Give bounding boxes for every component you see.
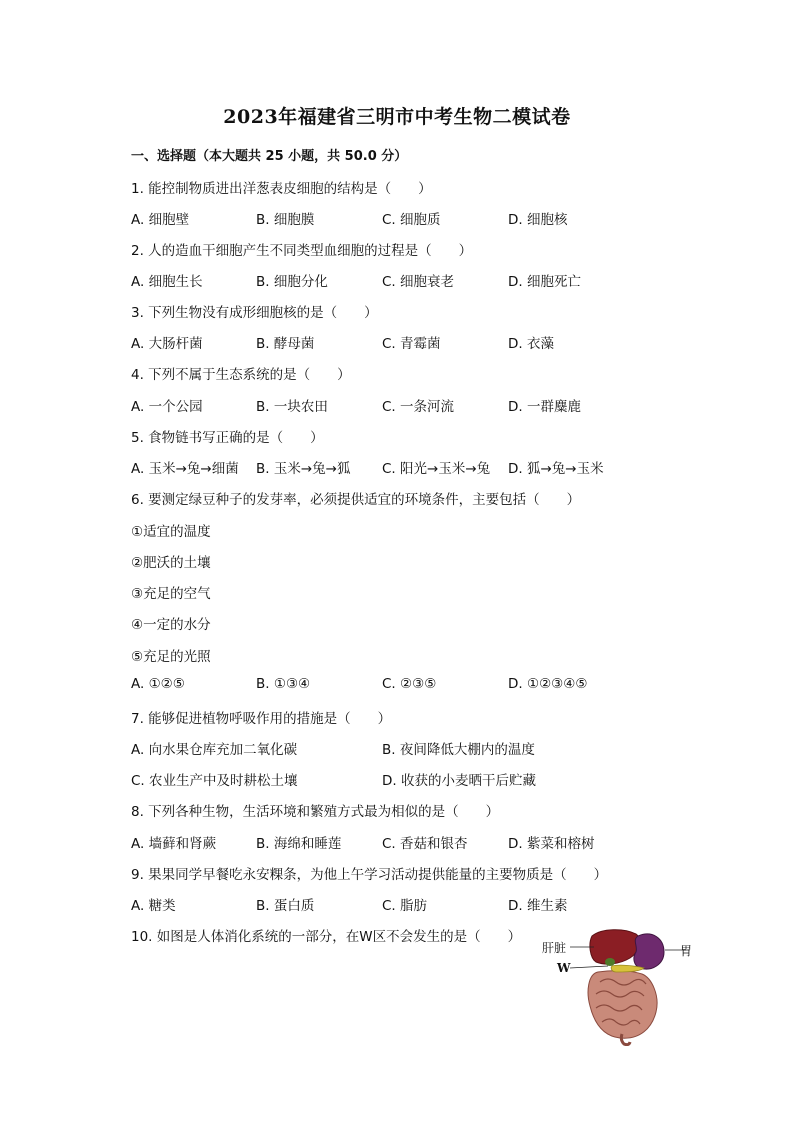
q2-option-a: A. 细胞生长: [131, 274, 203, 290]
q3-option-c: C. 青霉菌: [382, 336, 441, 352]
q8-option-d: D. 紫菜和榕树: [508, 836, 595, 852]
q1-option-d: D. 细胞核: [508, 212, 568, 228]
w-region-label: W: [557, 961, 571, 975]
q7-option-b: B. 夜间降低大棚内的温度: [382, 742, 535, 758]
section-heading: 一、选择题（本大题共 25 小题，共 50.0 分）: [131, 149, 408, 164]
q6-option-a: A. ①②⑤: [131, 676, 185, 692]
q7-option-c: C. 农业生产中及时耕松土壤: [131, 773, 298, 789]
q4-option-a: A. 一个公园: [131, 399, 203, 415]
q6-option-b: B. ①③④: [256, 676, 311, 692]
q6-item-4: ④一定的水分: [131, 617, 211, 633]
q8-option-c: C. 香菇和银杏: [382, 836, 468, 852]
question-10-stem: 10. 如图是人体消化系统的一部分，在W区不会发生的是（ ）: [131, 929, 522, 945]
q3-option-a: A. 大肠杆菌: [131, 336, 203, 352]
q8-option-a: A. 墙藓和肾蕨: [131, 836, 217, 852]
q5-option-a: A. 玉米→兔→细菌: [131, 461, 239, 477]
digestive-system-figure: [540, 922, 700, 1046]
q1-option-b: B. 细胞膜: [256, 212, 315, 228]
q6-item-3: ③充足的空气: [131, 586, 211, 602]
q4-option-b: B. 一块农田: [256, 399, 328, 415]
q1-option-a: A. 细胞壁: [131, 212, 190, 228]
q7-option-a: A. 向水果仓库充加二氧化碳: [131, 742, 298, 758]
q2-option-b: B. 细胞分化: [256, 274, 328, 290]
question-1-stem: 1. 能控制物质进出洋葱表皮细胞的结构是（ ）: [131, 181, 432, 197]
q8-option-b: B. 海绵和睡莲: [256, 836, 342, 852]
q4-option-c: C. 一条河流: [382, 399, 455, 415]
q9-option-d: D. 维生素: [508, 898, 568, 914]
q5-option-d: D. 狐→兔→玉米: [508, 461, 604, 477]
q4-option-d: D. 一群麋鹿: [508, 399, 581, 415]
stomach-label: 胃: [680, 944, 693, 958]
q9-option-c: C. 脂肪: [382, 898, 428, 914]
q3-option-d: D. 衣藻: [508, 336, 554, 352]
question-3-stem: 3. 下列生物没有成形细胞核的是（ ）: [131, 305, 378, 321]
q6-item-5: ⑤充足的光照: [131, 649, 211, 665]
q1-option-c: C. 细胞质: [382, 212, 441, 228]
q3-option-b: B. 酵母菌: [256, 336, 315, 352]
gallbladder-shape: [605, 958, 615, 966]
question-6-stem: 6. 要测定绿豆种子的发芽率，必须提供适宜的环境条件，主要包括（ ）: [131, 492, 581, 508]
q2-option-d: D. 细胞死亡: [508, 274, 581, 290]
q9-option-a: A. 糖类: [131, 898, 176, 914]
liver-label: 肝脏: [542, 941, 567, 955]
q6-item-2: ②肥沃的土壤: [131, 555, 211, 571]
q6-item-1: ①适宜的温度: [131, 524, 211, 540]
q6-option-c: C. ②③⑤: [382, 676, 437, 692]
liver-shape: [590, 930, 639, 964]
q5-option-b: B. 玉米→兔→狐: [256, 461, 351, 477]
q6-option-d: D. ①②③④⑤: [508, 676, 588, 692]
question-2-stem: 2. 人的造血干细胞产生不同类型血细胞的过程是（ ）: [131, 243, 473, 259]
question-9-stem: 9. 果果同学早餐吃永安粿条，为他上午学习活动提供能量的主要物质是（ ）: [131, 867, 608, 883]
q9-option-b: B. 蛋白质: [256, 898, 315, 914]
question-7-stem: 7. 能够促进植物呼吸作用的措施是（ ）: [131, 711, 392, 727]
q7-option-d: D. 收获的小麦晒干后贮藏: [382, 773, 536, 789]
q5-option-c: C. 阳光→玉米→兔: [382, 461, 491, 477]
stomach-shape: [634, 934, 664, 969]
page-title: 2023年福建省三明市中考生物二模试卷: [223, 106, 571, 128]
question-4-stem: 4. 下列不属于生态系统的是（ ）: [131, 367, 351, 383]
q2-option-c: C. 细胞衰老: [382, 274, 455, 290]
question-5-stem: 5. 食物链书写正确的是（ ）: [131, 430, 324, 446]
question-8-stem: 8. 下列各种生物，生活环境和繁殖方式最为相似的是（ ）: [131, 804, 500, 820]
intestine-shape: [588, 971, 657, 1045]
